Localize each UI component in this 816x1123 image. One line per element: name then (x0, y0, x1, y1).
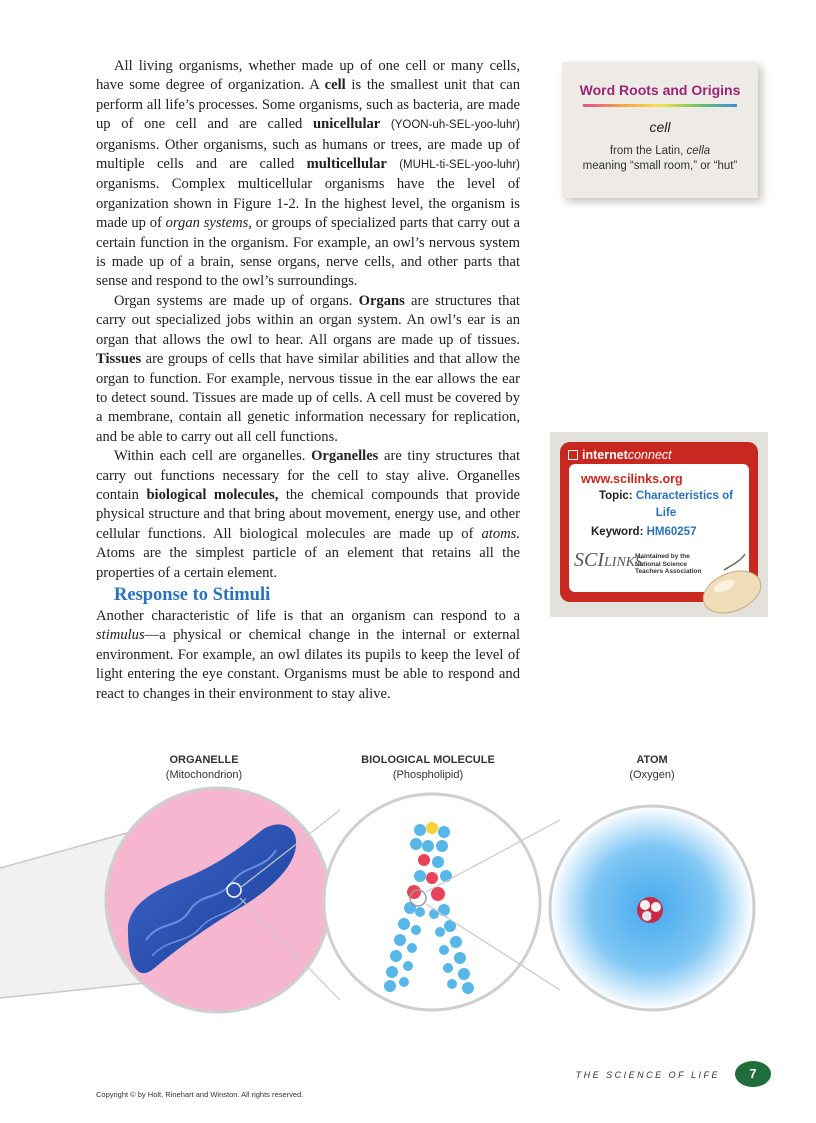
term-cell: cell (324, 77, 346, 94)
paragraph-organization: All living organisms, whether made up of one cell or many cells, have some degree of organization. A cell is the smallest unit that can perform all life’s processes. Some organisms, such as bacteria, are made up of one cell and are called unicellular (YOON-uh-SEL-yoo-luhr) organisms. Other organisms, such as humans or trees, are made up of multiple cells and are called multicellular (MUHL-ti-SEL-yoo-luhr) organisms. Complex multicellular organisms have the level of organization shown in Figure 1-2. In the highest level, the organism is made up of organ systems, or groups of specialized parts that carry out a certain function in the organism. For example, an owl’s nervous system is made up of a brain, sense organs, nerve cells, and other parts that sense and respond to the owl’s surroundings. (96, 58, 520, 290)
levels-of-organization-figure (0, 780, 816, 1050)
paragraph-organs: Organ systems are made up of organs. Organs are structures that carry out specialized jobs within an organ system. An owl’s ear is an organ that allows the owl to hear. All organs are made up of tissues. Tissues are groups of cells that have similar abilities and that allow the organ to function. For example, nervous tissue in the ear allows the ear to detect sound. Tissues are made up of cells. A cell must be covered by a membrane, contain all genetic information necessary for replication, and be able to carry out all cell functions. (96, 292, 520, 445)
computer-mouse-icon (700, 552, 770, 617)
topic-line: Topic: Characteristics of Life (598, 490, 733, 519)
main-text-column (96, 57, 520, 704)
word-roots-definition: from the Latin, cella meaning “small room,” or “hut” (582, 145, 738, 172)
paragraph-stimuli: Another characteristic of life is that an organism can respond to a stimulus—a physical or chemical change in the internal or external environment. For example, an owl dilates its pupils to keep the level of light entering the eye constant. Organisms must be able to respond and react to changes in their environment to stay alive. (96, 607, 520, 702)
topic-value: Characteristics of Life (635, 490, 733, 519)
paragraph-organelles: Within each cell are organelles. Organelles are tiny structures that carry out functions necessary for the cell to stay alive. Organelles contain biological molecules, the chemical compounds that provide physical structure and that bring about movement, energy use, and other cellular functions. All biological molecules are made up of atoms. Atoms are the simplest particle of an element that retains all the properties of a certain element. (96, 448, 521, 581)
term-multicellular: multicellular (306, 156, 387, 173)
term-organelles: Organelles (311, 448, 379, 465)
word-roots-box (562, 62, 758, 198)
term-unicellular: unicellular (312, 116, 381, 133)
running-head: THE SCIENCE OF LIFE (575, 1070, 720, 1080)
scilinks-logo: SCILINKS (574, 549, 643, 571)
nucleus-icon (637, 897, 663, 923)
nsta-credit: Maintained by the National Science Teachers Association (635, 553, 702, 575)
page-number: 7 (735, 1061, 771, 1087)
oxygen-atom-circle (550, 806, 754, 1010)
phospholipid-circle (324, 794, 540, 1010)
word-roots-title: Word Roots and Origins (579, 82, 741, 98)
term-stimulus: stimulus (96, 627, 145, 644)
mitochondrion-circle (106, 788, 330, 1012)
section-heading-response-to-stimuli: Response to Stimuli (114, 584, 271, 605)
copyright-notice: Copyright © by Holt, Rinehart and Winston. All rights reserved. (96, 1090, 304, 1099)
term-atoms: atoms. (481, 525, 520, 542)
word-roots-word: cell (649, 119, 671, 135)
term-biological-molecules: biological molecules, (146, 486, 279, 503)
figure-label-atom: ATOM (Oxygen) (629, 754, 675, 781)
internet-connect-header: internetconnect (568, 448, 672, 462)
term-tissues: Tissues (96, 351, 142, 368)
scilinks-url[interactable]: www.scilinks.org (581, 472, 683, 486)
checkbox-icon (568, 450, 578, 460)
pronunciation-multicellular: (MUHL-ti-SEL-yoo-luhr) (399, 159, 520, 172)
rainbow-divider (583, 104, 737, 107)
keyword-value: HM60257 (646, 526, 697, 538)
figure-label-organelle: ORGANELLE (Mitochondrion) (165, 754, 243, 781)
term-organs: Organs (358, 292, 405, 309)
term-organ-systems: organ systems, (165, 215, 252, 232)
keyword-line: Keyword: HM60257 (591, 526, 697, 538)
figure-label-molecule: BIOLOGICAL MOLECULE (Phospholipid) (361, 754, 495, 781)
pronunciation-unicellular: (YOON-uh-SEL-yoo-luhr) (390, 119, 520, 132)
internet-connect-panel (550, 432, 768, 617)
